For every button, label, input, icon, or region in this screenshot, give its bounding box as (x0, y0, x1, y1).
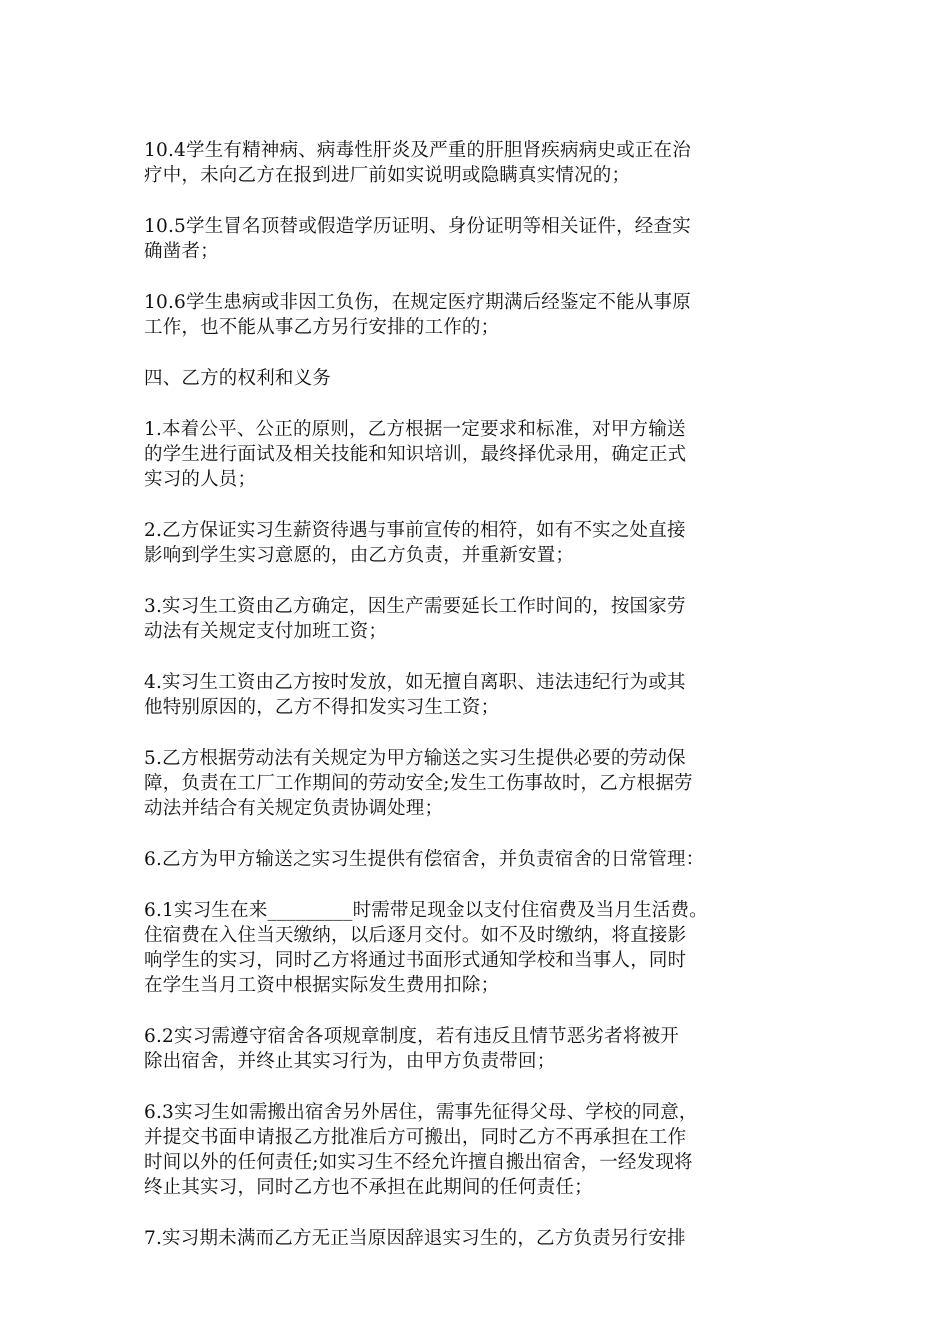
text-line: 确凿者； (144, 241, 219, 262)
text-line: 2.乙方保证实习生薪资待遇与事前宣传的相符，如有不实之处直接 (144, 520, 686, 541)
clause-6-3 (144, 1100, 812, 1200)
text-line: 6.1实习生在来_________时需带足现金以支付住宿费及当月生活费。 (144, 900, 708, 921)
text-line: 动法有关规定支付加班工资； (144, 621, 388, 642)
text-line: 的学生进行面试及相关技能和知识培训，最终择优录用，确定正式 (144, 444, 687, 465)
text-line: 动法并结合有关规定负责协调处理； (144, 798, 444, 819)
text-line: 工作，也不能从事乙方另行安排的工作的； (144, 317, 500, 338)
text-line: 在学生当月工资中根据实际发生费用扣除； (144, 975, 500, 996)
text-line: 障，负责在工厂工作期间的劳动安全;发生工伤事故时，乙方根据劳 (144, 773, 693, 794)
clause-7 (144, 1226, 812, 1251)
text-line: 除出宿舍，并终止其实习行为，由甲方负责带回； (144, 1051, 556, 1072)
text-line: 6.3实习生如需搬出宿舍另外居住，需事先征得父母、学校的同意， (144, 1102, 698, 1123)
text-line: 并提交书面申请报乙方批准后方可搬出，同时乙方不再承担在工作 (144, 1127, 687, 1148)
text-line: 3.实习生工资由乙方确定，因生产需要延长工作时间的，按国家劳 (144, 596, 686, 617)
text-line: 10.5学生冒名顶替或假造学历证明、身份证明等相关证件，经查实 (144, 216, 691, 237)
document-body (144, 138, 812, 1277)
text-line: 终止其实习，同时乙方也不承担在此期间的任何责任； (144, 1177, 593, 1198)
text-line: 响学生的实习，同时乙方将通过书面形式通知学校和当事人，同时 (144, 950, 687, 971)
text-line: 4.实习生工资由乙方按时发放，如无擅自离职、违法违纪行为或其 (144, 672, 686, 693)
clause-5 (144, 746, 812, 821)
text-line: 实习的人员； (144, 469, 257, 490)
text-line: 住宿费在入住当天缴纳，以后逐月交付。如不及时缴纳，将直接影 (144, 925, 687, 946)
section-heading-4 (144, 366, 812, 391)
text-line: 6.乙方为甲方输送之实习生提供有偿宿舍，并负责宿舍的日常管理： (144, 849, 705, 870)
text-line: 影响到学生实习意愿的，由乙方负责，并重新安置； (144, 545, 575, 566)
text-line: 1.本着公平、公正的原则，乙方根据一定要求和标准，对甲方输送 (144, 419, 686, 440)
text-line: 6.2实习需遵守宿舍各项规章制度，若有违反且情节恶劣者将被开 (144, 1026, 679, 1047)
text-line: 10.4学生有精神病、病毒性肝炎及严重的肝胆肾疾病病史或正在治 (144, 140, 691, 161)
text-line: 5.乙方根据劳动法有关规定为甲方输送之实习生提供必要的劳动保 (144, 748, 686, 769)
clause-2 (144, 518, 812, 568)
clause-10-6 (144, 290, 812, 340)
clause-6-1 (144, 898, 812, 998)
clause-1 (144, 417, 812, 492)
clause-6 (144, 847, 812, 872)
clause-3 (144, 594, 812, 644)
text-line: 10.6学生患病或非因工负伤，在规定医疗期满后经鉴定不能从事原 (144, 292, 691, 313)
section-heading-text: 四、乙方的权利和义务 (144, 368, 332, 389)
clause-10-5 (144, 214, 812, 264)
text-line: 7.实习期未满而乙方无正当原因辞退实习生的，乙方负责另行安排 (144, 1228, 686, 1249)
clause-10-4 (144, 138, 812, 188)
text-line: 时间以外的任何责任;如实习生不经允许擅自搬出宿舍，一经发现将 (144, 1152, 693, 1173)
text-line: 疗中，未向乙方在报到进厂前如实说明或隐瞒真实情况的； (144, 165, 631, 186)
clause-4 (144, 670, 812, 720)
clause-6-2 (144, 1024, 812, 1074)
text-line: 他特别原因的，乙方不得扣发实习生工资； (144, 697, 500, 718)
